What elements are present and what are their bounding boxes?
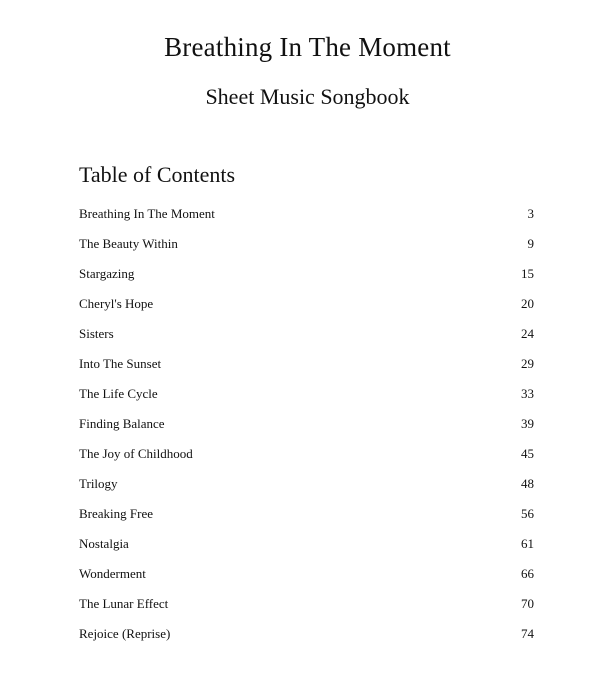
toc-entry [79,229,534,259]
toc-heading: Table of Contents [79,162,236,187]
toc-entry-title: Cheryl's Hope [79,296,154,311]
toc-entry [79,559,534,589]
toc-entry-title: Breaking Free [79,506,154,521]
toc-entry-page: 61 [521,536,534,551]
page-subtitle: Sheet Music Songbook [205,84,410,109]
toc-entry-page: 29 [521,356,534,371]
toc-entry [79,199,534,229]
toc-entry-title: Into The Sunset [79,356,162,371]
toc-entry [79,619,534,649]
toc-entry-page: 24 [521,326,534,341]
toc-entry-title: The Lunar Effect [79,596,169,611]
toc-entry [79,289,534,319]
toc-entry-page: 39 [521,416,534,431]
page-title: Breathing In The Moment [164,32,451,62]
toc-entry-page: 56 [521,506,534,521]
toc-entry [79,409,534,439]
toc-entry [79,439,534,469]
toc-entry [79,319,534,349]
toc-entry [79,589,534,619]
toc-entry-title: Finding Balance [79,416,165,431]
toc-entry [79,529,534,559]
toc-entry-title: Breathing In The Moment [79,206,215,221]
toc-entry-page: 9 [527,236,534,251]
toc-entry [79,379,534,409]
toc-entry-page: 15 [521,266,534,281]
toc-entry-page: 66 [521,566,534,581]
toc-entry-page: 33 [521,386,534,401]
toc-entry-title: Trilogy [79,476,118,491]
toc-list [79,199,534,649]
toc-entry-page: 45 [521,446,534,461]
toc-entry-title: The Beauty Within [79,236,178,251]
toc-entry-title: Stargazing [79,266,135,281]
toc-entry [79,259,534,289]
toc-entry-title: Sisters [79,326,114,341]
toc-entry-title: Nostalgia [79,536,129,551]
toc-entry-page: 48 [521,476,534,491]
toc-entry-page: 74 [521,626,534,641]
toc-entry-page: 20 [521,296,534,311]
toc-entry-page: 3 [527,206,534,221]
toc-entry-title: Wonderment [79,566,146,581]
toc-entry-page: 70 [521,596,534,611]
toc-entry-title: The Joy of Childhood [79,446,193,461]
toc-entry [79,349,534,379]
toc-entry-title: The Life Cycle [79,386,158,401]
toc-entry [79,469,534,499]
toc-entry [79,499,534,529]
toc-entry-title: Rejoice (Reprise) [79,626,171,641]
